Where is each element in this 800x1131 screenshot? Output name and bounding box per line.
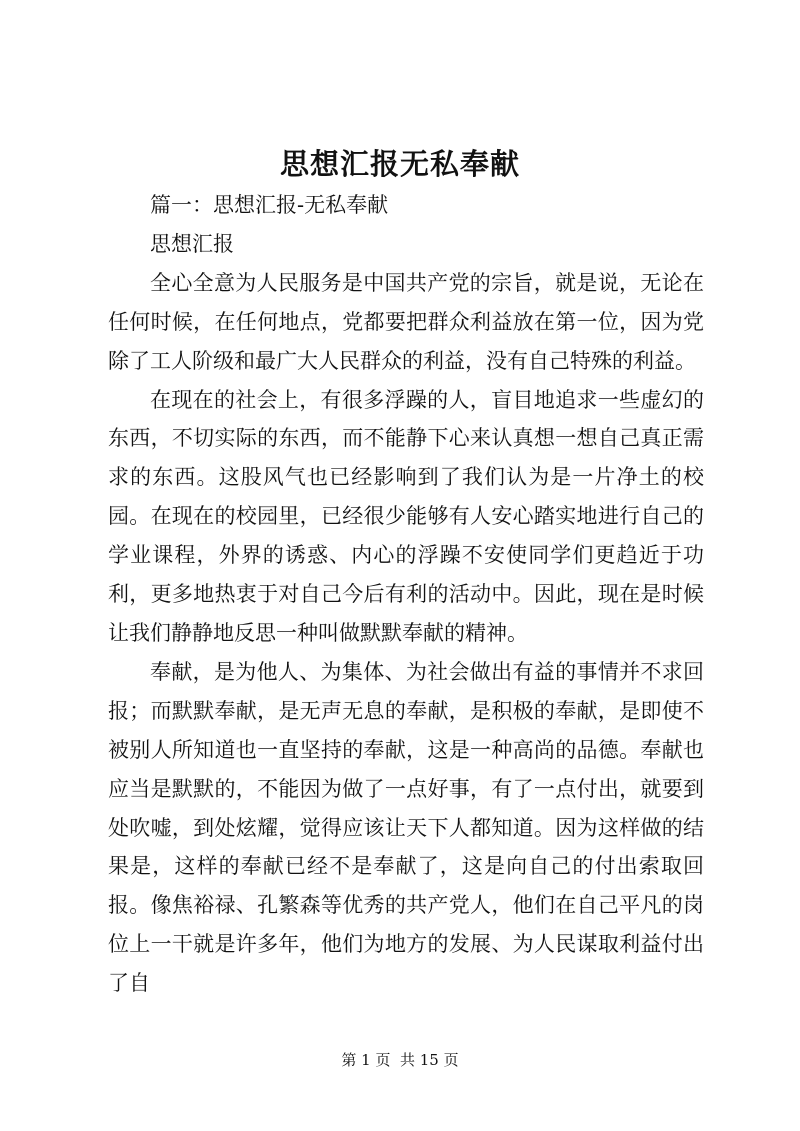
document-body bbox=[108, 186, 704, 1003]
page-footer bbox=[0, 1049, 800, 1070]
paragraph: 奉献，是为他人、为集体、为社会做出有益的事情并不求回报；而默默奉献，是无声无息的奉献，是积极的奉献，是即使不被别人所知道也一直坚持的奉献，这是一种高尚的品德。奉献也应当是默默的，不能因为做了一点好事，有了一点付出，就要到处吹嘘，到处炫耀，觉得应该让天下人都知道。因为这样做的结果是，这样的奉献已经不是奉献了，这是向自己的付出索取回报。像焦裕禄、孔繁森等优秀的共产党人，他们在自己平凡的岗位上一干就是许多年，他们为地方的发展、为人民谋取利益付出了自 bbox=[108, 659, 704, 996]
page-number: 第 1 页 共 15 页 bbox=[341, 1051, 459, 1069]
paragraph-section-heading: 篇一：思想汇报-无私奉献 bbox=[150, 193, 389, 217]
document-title: 思想汇报无私奉献 bbox=[279, 147, 520, 181]
paragraph: 在现在的社会上，有很多浮躁的人，盲目地追求一些虚幻的东西，不切实际的东西，而不能静下心来认真想一想自己真正需求的东西。这股风气也已经影响到了我们认为是一片净土的校园。在现在的校园里，已经很少能够有人安心踏实地进行自己的学业课程，外界的诱惑、内心的浮躁不安使同学们更趋近于功利，更多地热衷于对自己今后有利的活动中。因此，现在是时候让我们静静地反思一种叫做默默奉献的精神。 bbox=[108, 387, 704, 645]
paragraph: 全心全意为人民服务是中国共产党的宗旨，就是说，无论在任何时候，在任何地点，党都要把群众利益放在第一位，因为党除了工人阶级和最广大人民群众的利益，没有自己特殊的利益。 bbox=[108, 270, 704, 373]
paragraph-subheading: 思想汇报 bbox=[150, 231, 234, 256]
